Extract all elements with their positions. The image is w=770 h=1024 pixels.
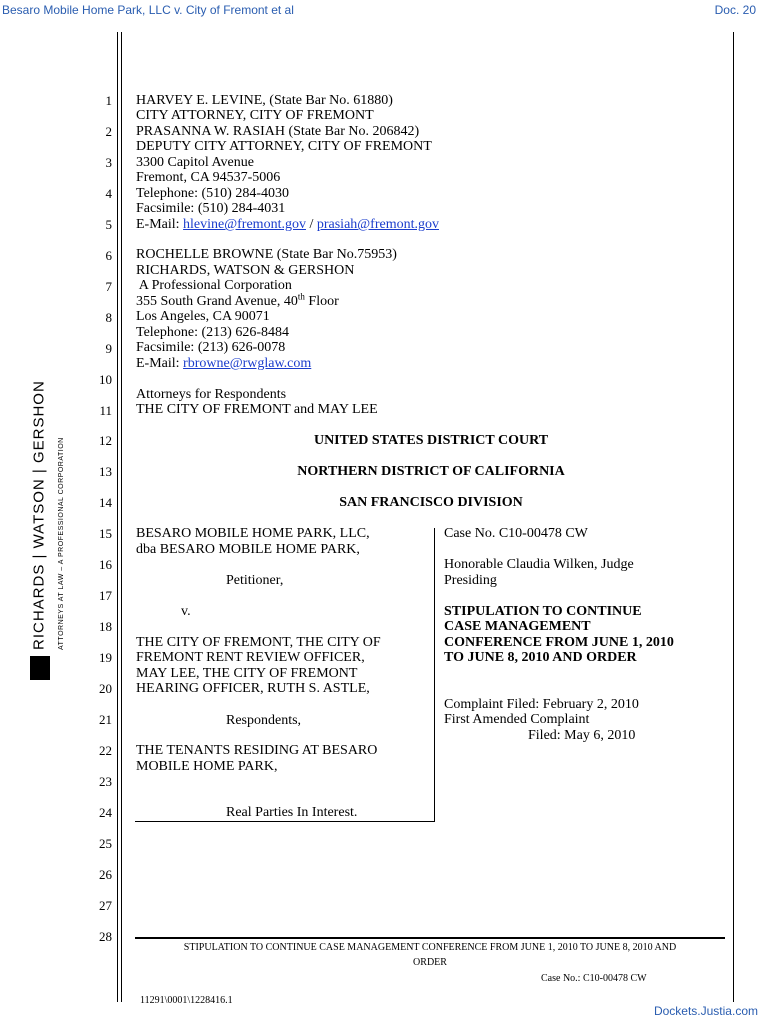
attorney-line: Facsimile: (213) 626-0078 [136,340,286,355]
line-number: 21 [99,712,112,727]
attorney-line: CITY ATTORNEY, CITY OF FREMONT [136,108,374,123]
line-number: 8 [105,309,112,325]
respondent-line: MAY LEE, THE CITY OF FREMONT [136,666,358,681]
margin-rule-outer [117,32,118,1002]
real-parties-line: THE TENANTS RESIDING AT BESARO [136,743,378,758]
line-number: 14 [99,495,112,511]
footer-doc-id: 11291\0001\1228416.1 [140,995,233,1006]
firm-tagline: ATTORNEYS AT LAW – A PROFESSIONAL CORPORATION [58,437,65,650]
address-superscript: th [297,291,305,302]
respondent-line: FREMONT RENT REVIEW OFFICER, [136,650,365,665]
address-line [136,291,339,310]
attorney-line: DEPUTY CITY ATTORNEY, CITY OF FREMONT [136,139,432,154]
line-number: 2 [105,123,112,139]
firm-name: RICHARDS | WATSON | GERSHON [30,380,48,650]
line-number: 16 [99,557,112,573]
caption-divider [434,528,435,822]
attorney-line: RICHARDS, WATSON & GERSHON [136,263,355,278]
court-division: SAN FRANCISCO DIVISION [339,495,523,510]
line-number: 25 [99,835,112,851]
address-floor: Floor [304,294,339,309]
line-number: 23 [99,773,112,789]
email-link-prasiah[interactable]: prasiah@fremont.gov [316,217,439,232]
justia-watermark-link[interactable]: Dockets.Justia.com [653,1004,758,1018]
line-number: 17 [99,588,112,604]
line-number: 28 [99,928,112,944]
footer-title: STIPULATION TO CONTINUE CASE MANAGEMENT CONFERENCE FROM JUNE 1, 2010 TO JUNE 8, 2010 AND [183,942,677,953]
respondents-role: Respondents, [226,713,302,728]
line-number: 27 [99,897,112,913]
petitioner-name: BESARO MOBILE HOME PARK, LLC, [136,526,370,541]
document-title-line: TO JUNE 8, 2010 AND ORDER [444,650,637,665]
line-number: 1 [105,93,112,108]
address-text: 355 South Grand Avenue, 40 [136,294,298,309]
margin-rule-right [733,32,734,1002]
complaint-filed: Complaint Filed: February 2, 2010 [444,697,639,712]
footer-title-cont: ORDER [413,957,447,968]
doc-number-link[interactable]: Doc. 20 [714,3,756,17]
line-number: 5 [105,216,112,232]
line-number: 13 [99,464,112,480]
line-number: 10 [99,371,112,387]
attorney-line: PRASANNA W. RASIAH (State Bar No. 206842) [136,124,420,139]
case-title-link[interactable]: Besaro Mobile Home Park, LLC v. City of Fremont et al [2,3,294,17]
amended-complaint: First Amended Complaint [444,712,590,727]
line-number: 4 [105,185,112,201]
line-number: 7 [105,278,112,294]
real-parties-line: MOBILE HOME PARK, [136,759,278,774]
line-number: 26 [99,866,112,882]
attorney-line: Telephone: (510) 284-4030 [136,186,289,201]
document-title-line: STIPULATION TO CONTINUE [444,604,642,619]
caption-underline [135,821,435,822]
line-number: 19 [99,650,112,666]
email-separator: / [305,217,317,232]
margin-rule-inner [121,32,122,1002]
respondent-line: THE CITY OF FREMONT, THE CITY OF [136,635,381,650]
email-link-hlevine[interactable]: hlevine@fremont.gov [183,217,306,232]
attorney-line: Fremont, CA 94537-5006 [136,170,281,185]
petitioner-dba: dba BESARO MOBILE HOME PARK, [136,542,360,557]
document-title-line: CASE MANAGEMENT [444,619,591,634]
line-number: 9 [105,340,112,356]
attorney-line: Facsimile: (510) 284-4031 [136,201,286,216]
court-district: NORTHERN DISTRICT OF CALIFORNIA [297,464,565,479]
line-number: 20 [99,681,112,697]
email-label: E-Mail: [136,217,184,232]
attorney-line: Telephone: (213) 626-8484 [136,325,289,340]
case-number: Case No. C10-00478 CW [444,526,588,541]
firm-sidebar-logo [30,380,68,680]
respondent-line: HEARING OFFICER, RUTH S. ASTLE, [136,681,370,696]
real-parties-role: Real Parties In Interest. [226,805,358,820]
email-line-2 [136,356,311,372]
line-number: 15 [99,526,112,542]
attorney-line: HARVEY E. LEVINE, (State Bar No. 61880) [136,93,393,108]
judge-line: Honorable Claudia Wilken, Judge [444,557,634,572]
footer-case-number: Case No.: C10-00478 CW [541,973,647,984]
footer-rule [135,937,725,939]
document-title-line: CONFERENCE FROM JUNE 1, 2010 [444,635,674,650]
attorney-line: 3300 Capitol Avenue [136,155,254,170]
amended-filed: Filed: May 6, 2010 [528,728,636,743]
versus: v. [181,604,191,619]
line-number: 6 [105,247,112,263]
email-label: E-Mail: [136,356,184,371]
attorneys-for-parties: THE CITY OF FREMONT and MAY LEE [136,402,378,417]
email-link-rbrowne[interactable]: rbrowne@rwglaw.com [183,356,312,371]
judge-line: Presiding [444,573,497,588]
email-line-1 [136,217,439,233]
petitioner-role: Petitioner, [226,573,284,588]
rwg-monogram-icon [30,656,50,680]
line-number: 11 [99,402,112,418]
attorneys-for-line: Attorneys for Respondents [136,387,287,402]
line-number: 3 [105,154,112,170]
attorney-line: Los Angeles, CA 90071 [136,309,270,324]
attorney-line: ROCHELLE BROWNE (State Bar No.75953) [136,247,397,262]
attorney-line: A Professional Corporation [136,278,292,293]
line-number: 12 [99,433,112,449]
court-name: UNITED STATES DISTRICT COURT [313,433,549,448]
line-number: 22 [99,742,112,758]
line-number: 18 [99,619,112,635]
line-number: 24 [99,804,112,820]
